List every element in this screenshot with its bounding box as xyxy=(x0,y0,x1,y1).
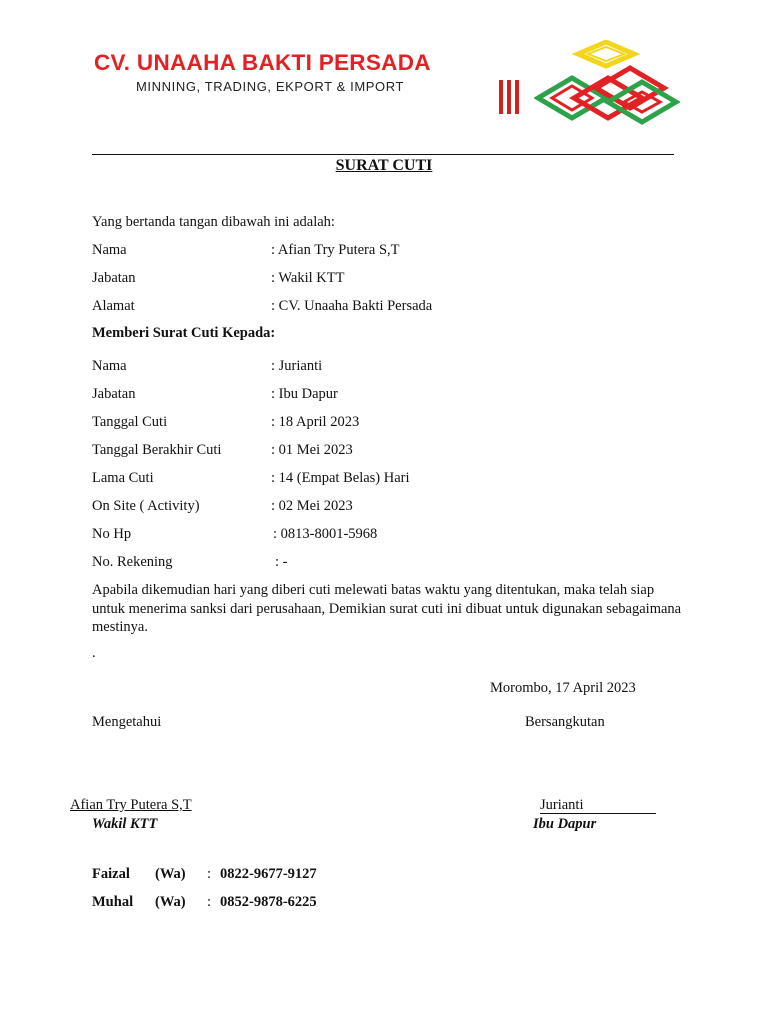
leave-duration-value: : 14 (Empat Belas) Hari xyxy=(271,470,410,486)
place-date: Morombo, 17 April 2023 xyxy=(490,680,636,696)
company-logo-icon xyxy=(534,40,680,130)
signer-address-label: Alamat xyxy=(92,298,135,314)
company-tagline: MINNING, TRADING, EKPORT & IMPORT xyxy=(136,79,405,94)
right-sign-heading: Bersangkutan xyxy=(525,714,605,730)
leave-start-value: : 18 April 2023 xyxy=(271,414,360,430)
intro-text: Yang bertanda tangan dibawah ini adalah: xyxy=(92,214,335,230)
bank-account-value: : - xyxy=(275,554,288,570)
leave-end-label: Tanggal Berakhir Cuti xyxy=(92,442,222,458)
recipient-heading: Memberi Surat Cuti Kepada: xyxy=(92,325,276,341)
right-sign-name: Jurianti xyxy=(540,797,584,813)
phone-value: : 0813-8001-5968 xyxy=(273,526,378,542)
document-title: SURAT CUTI xyxy=(335,157,433,174)
left-sign-position: Wakil KTT xyxy=(92,816,158,832)
left-sign-heading: Mengetahui xyxy=(92,714,162,730)
company-name: CV. UNAAHA BAKTI PERSADA xyxy=(94,50,431,75)
contact-name: Muhal xyxy=(92,894,134,910)
signer-address-value: : CV. Unaaha Bakti Persada xyxy=(271,298,433,314)
contact-tag: (Wa) xyxy=(155,866,186,882)
leave-end-value: : 01 Mei 2023 xyxy=(271,442,353,458)
on-site-label: On Site ( Activity) xyxy=(92,498,200,514)
recipient-name-value: : Jurianti xyxy=(271,358,323,374)
contact-colon: : xyxy=(207,866,212,882)
recipient-position-label: Jabatan xyxy=(92,386,136,402)
on-site-value: : 02 Mei 2023 xyxy=(271,498,353,514)
contact-colon: : xyxy=(207,894,212,910)
signer-name-value: : Afian Try Putera S,T xyxy=(271,242,400,258)
right-sign-name-line xyxy=(540,797,656,814)
bank-account-label: No. Rekening xyxy=(92,554,173,570)
recipient-position-value: : Ibu Dapur xyxy=(271,386,338,402)
signer-position-label: Jabatan xyxy=(92,270,136,286)
signer-name-label: Nama xyxy=(92,242,127,258)
leave-duration-label: Lama Cuti xyxy=(92,470,154,486)
phone-label: No Hp xyxy=(92,526,132,542)
recipient-name-label: Nama xyxy=(92,358,127,374)
leave-start-label: Tanggal Cuti xyxy=(92,414,168,430)
header-divider xyxy=(92,154,674,155)
signer-position-value: : Wakil KTT xyxy=(271,270,345,286)
contact-phone: 0822-9677-9127 xyxy=(220,866,317,882)
contact-name: Faizal xyxy=(92,866,130,882)
red-bars-icon xyxy=(499,80,521,114)
left-sign-name: Afian Try Putera S,T xyxy=(70,797,192,813)
right-sign-position: Ibu Dapur xyxy=(533,816,597,832)
dot-mark: . xyxy=(92,645,96,661)
closing-paragraph: Apabila dikemudian hari yang diberi cuti melewati batas waktu yang ditentukan, maka telah siap untuk menerima sanksi dari perusahaan, Demikian surat cuti ini dibuat untuk digunakan sebagaimana mestinya. xyxy=(92,582,682,635)
contact-phone: 0852-9878-6225 xyxy=(220,894,317,910)
contact-tag: (Wa) xyxy=(155,894,186,910)
